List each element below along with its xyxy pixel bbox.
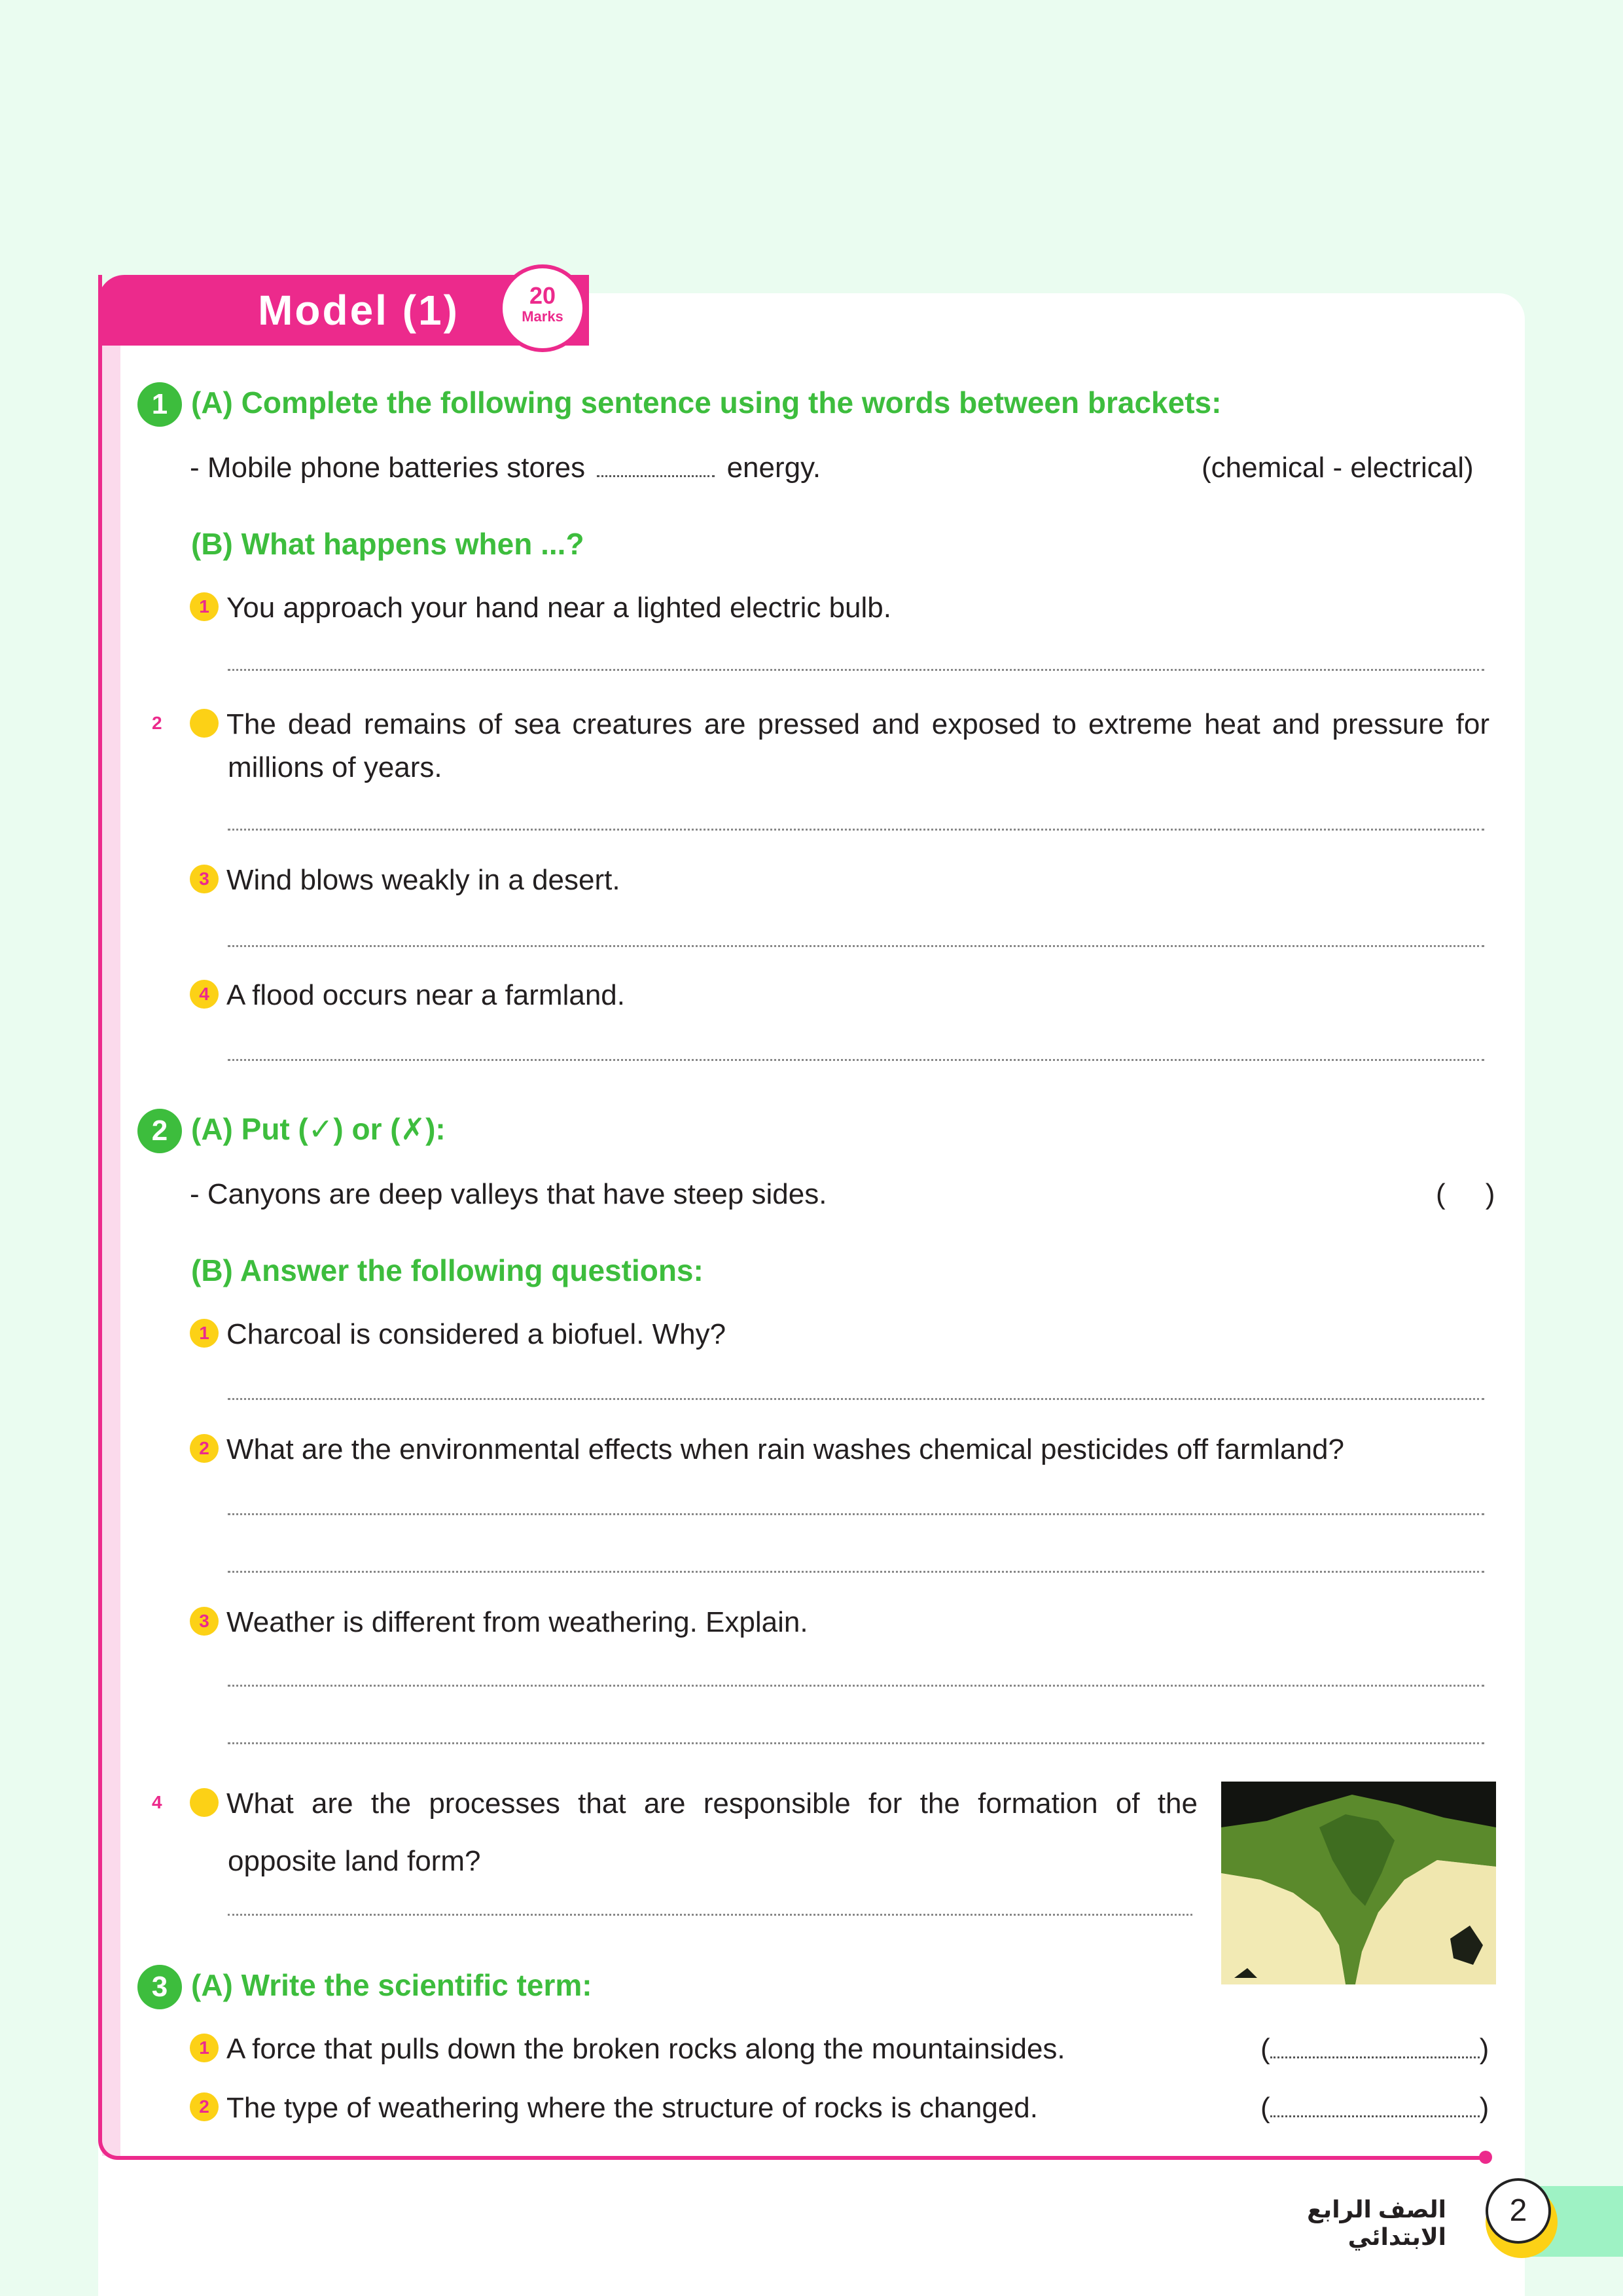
q1-a-sentence (190, 452, 821, 484)
answer-line[interactable] (228, 945, 1484, 947)
item-number-badge: 2 (190, 2092, 219, 2121)
q1-a-blank[interactable] (597, 475, 715, 477)
q3-item-1-text: A force that pulls down the broken rocks along the mountainsides. (226, 2033, 1065, 2065)
item-number-badge: 3 (190, 1607, 219, 1636)
open-paren: ( (1260, 2033, 1270, 2065)
q1-b-item-1 (190, 592, 891, 624)
item-number-badge: 3 (190, 865, 219, 893)
q2-a-answer-bracket[interactable]: ( ) (1436, 1178, 1495, 1210)
answer-line[interactable] (228, 1685, 1484, 1687)
q1-b-item-1-text: You approach your hand near a lighted electric bulb. (226, 592, 891, 624)
item-number-badge: 4 (190, 980, 219, 1009)
answer-line[interactable] (228, 1914, 1192, 1916)
close-paren: ) (1479, 2092, 1489, 2124)
answer-blank[interactable] (1270, 2115, 1480, 2117)
q1-b-item-4-text: A flood occurs near a farmland. (226, 979, 625, 1011)
q2-b-item-2 (190, 1433, 1344, 1466)
frame-end-dot (1479, 2151, 1492, 2164)
marks-label: Marks (522, 308, 563, 325)
q3-a-heading: (A) Write the scientific term: (191, 1968, 592, 2002)
item-number-badge: 1 (190, 1319, 219, 1348)
q1-a-heading: (A) Complete the following sentence using the words between brackets: (191, 386, 1222, 420)
marks-number: 20 (529, 282, 556, 309)
q3-item-2 (190, 2092, 1038, 2125)
landform-photo (1221, 1782, 1496, 1984)
answer-line[interactable] (228, 669, 1484, 671)
q1-b-item-2-text: The dead remains of sea creatures are pressed and exposed to extreme heat and pressure for millions of years. (226, 708, 1489, 783)
answer-line[interactable] (228, 829, 1484, 831)
answer-line[interactable] (228, 1398, 1484, 1400)
answer-line[interactable] (228, 1571, 1484, 1573)
item-number-badge: 1 (190, 592, 219, 621)
question-number-1: 1 (137, 382, 182, 427)
answer-line[interactable] (228, 1742, 1484, 1744)
marks-badge (499, 264, 586, 352)
q2-b-item-1 (190, 1318, 726, 1351)
q2-b-item-1-text: Charcoal is considered a biofuel. Why? (226, 1318, 726, 1350)
answer-blank[interactable] (1270, 2056, 1480, 2058)
item-number-badge: 1 (190, 2034, 219, 2062)
q1-b-item-3 (190, 864, 620, 897)
q1-a-sentence-after: energy. (726, 452, 821, 484)
answer-line[interactable] (228, 1513, 1484, 1515)
footer-grade-label: الصف الرابع الابتدائي (1307, 2196, 1446, 2250)
open-paren: ( (1260, 2092, 1270, 2124)
q2-b-item-4 (152, 1775, 1198, 1890)
q3-item-1-answer[interactable] (1260, 2033, 1489, 2066)
q2-b-item-4-text: What are the processes that are responsible for the formation of the opposite land form? (226, 1787, 1198, 1877)
question-number-2: 2 (137, 1109, 182, 1153)
q1-a-choices: (chemical - electrical) (1202, 452, 1474, 484)
q1-b-item-2 (152, 703, 1489, 789)
page-number: 2 (1486, 2178, 1551, 2244)
q2-a-heading: (A) Put (✓) or (✗): (191, 1112, 446, 1146)
q2-b-item-3 (190, 1606, 808, 1639)
item-number-badge: 2 (190, 1434, 219, 1463)
q1-b-heading: (B) What happens when ...? (191, 527, 584, 561)
q1-b-item-4 (190, 979, 625, 1012)
item-number-badge: 4 (190, 1788, 219, 1817)
q1-a-sentence-before: - Mobile phone batteries stores (190, 452, 586, 484)
q2-b-heading: (B) Answer the following questions: (191, 1253, 704, 1287)
q3-item-2-answer[interactable] (1260, 2092, 1489, 2125)
q1-b-item-3-text: Wind blows weakly in a desert. (226, 864, 620, 896)
item-number-badge: 2 (190, 709, 219, 738)
question-number-3: 3 (137, 1965, 182, 2009)
q2-a-sentence: - Canyons are deep valleys that have steep sides. (190, 1178, 827, 1210)
q2-b-item-2-text: What are the environmental effects when rain washes chemical pesticides off farmland? (226, 1433, 1344, 1465)
close-paren: ) (1479, 2033, 1489, 2065)
q3-item-2-text: The type of weathering where the structure of rocks is changed. (226, 2092, 1038, 2124)
answer-line[interactable] (228, 1059, 1484, 1061)
model-title: Model (1) (258, 287, 459, 334)
q3-item-1 (190, 2033, 1065, 2066)
q2-b-item-3-text: Weather is different from weathering. Explain. (226, 1606, 808, 1638)
